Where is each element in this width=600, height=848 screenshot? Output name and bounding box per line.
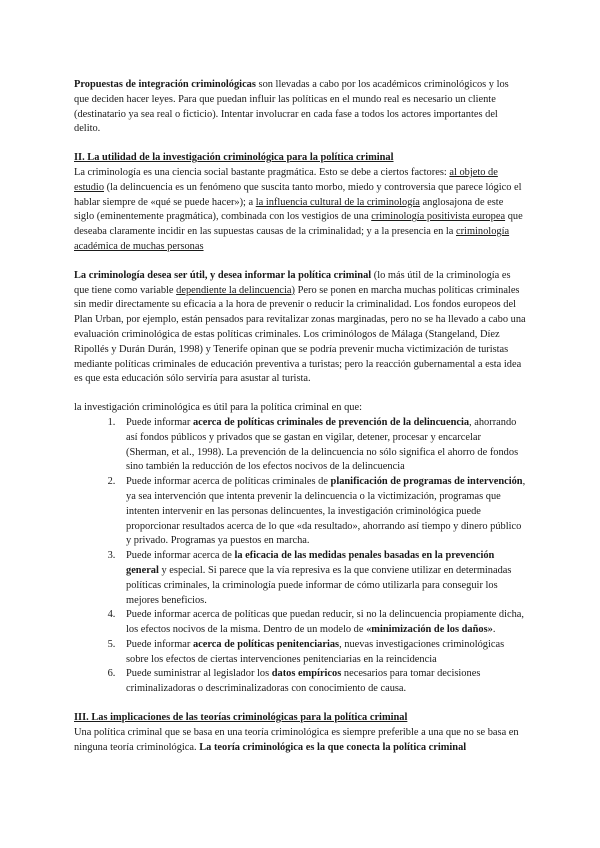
text-run: Puede informar acerca de [126, 550, 235, 562]
list-item [118, 667, 526, 697]
section-2-paragraph-2 [74, 269, 526, 387]
underlined-text: la influencia cultural de la criminología [255, 196, 420, 208]
text-run: La criminología es una ciencia social bastante pragmática. Esto se debe a ciertos factores: [74, 166, 450, 178]
text-run: , ya sea intervención que intenta prevenir la delincuencia o la victimización, programas que intenten intervenir en las personas delincuentes, la investigación criminológica puede proporcionar resultados acerca de lo que «da resultado», ahorrando así tiempo y dinero público y privado. Programas ya puestos en marcha. [126, 476, 526, 547]
document-page [74, 78, 526, 755]
list-intro: la investigación criminológica es útil para la política criminal en que: [74, 402, 362, 414]
intro-paragraph [74, 78, 526, 137]
text-run: Una política criminal que se basa en una teoría criminológica es siempre preferible a una que no se basa en ninguna teoría criminológica. [74, 726, 519, 753]
text-run: anglosajona de este siglo (eminentemente pragmática), combinada con los vestigios de una [74, 196, 504, 223]
intro-bold: Propuestas de integración criminológicas [74, 79, 256, 90]
section-3-paragraph [74, 726, 526, 756]
bold-text: acerca de políticas criminales de prevención de la delincuencia [192, 416, 470, 428]
bold-text: la eficacia de las medidas penales basadas en la prevención general [126, 550, 495, 576]
text-run: Puede informar acerca de políticas que puedan reducir, si no la delincuencia propiamente dicha, los efectos nocivos de la misma. Dentro de un modelo de [126, 609, 525, 636]
intro-text: son llevadas a cabo por los académicos criminológicos y los que deciden hacer leyes. Para que puedan influir las políticas en el mundo real es necesario un cliente (destinatario ya sea real o ficticio). Intentar involucrar en cada fase a todos los actores importantes del delito. [74, 79, 509, 135]
underlined-text: dependiente la delincuencia) [176, 284, 295, 296]
text-run: (la delincuencia es un fenómeno que suscita tanto morbo, miedo y controversia que parece lógico el hablar siempre de «qué se puede hacer»); a [74, 181, 522, 208]
section-2-paragraph-1 [74, 166, 526, 255]
text-run: Puede informar acerca de políticas criminales de [126, 476, 331, 488]
text-run: necesarios para tomar decisiones criminalizadoras o descriminalizadoras con conocimiento de causa. [126, 668, 481, 695]
bold-text: La criminología desea ser útil, y desea informar la política criminal [74, 269, 372, 281]
list-item [118, 638, 526, 668]
underlined-text: al objeto de estudio [74, 166, 498, 193]
underlined-text: criminología positivista europea [371, 211, 506, 223]
text-run: Puede informar [126, 638, 193, 650]
text-run: Puede suministrar al legislador los [126, 668, 272, 680]
bold-text: La teoría criminológica es la que conecta la política criminal [199, 741, 467, 753]
text-run: Pero se ponen en marcha muchas políticas criminales sin medir directamente su eficacia a la hora de prevenir o reducir la criminalidad. Los fondos europeos del Plan Urban, por ejemplo, están pensados para revitalizar zonas marginadas, pero no se ha llevado a cabo una evaluación criminológica de estas políticas criminales. Los criminólogos de Málaga (Stangeland, Díez Ripollés y Durán Durán, 1998) y Tenerife opinan que se podría prevenir mucha victimización de turistas mediante políticas criminales de educación preventiva a turistas; pero la reacción gubernamental a esta idea es que esta educación sólo serviría para asustar al turista. [74, 284, 526, 385]
utility-list [74, 416, 526, 697]
text-run: que deseaba claramente incidir en las supuestas causas de la criminalidad; y a la presencia en la [74, 211, 523, 238]
section-2-heading: II. La utilidad de la investigación criminológica para la política criminal [74, 152, 394, 164]
bold-text: acerca de políticas penitenciarias [192, 638, 340, 650]
list-item [118, 549, 526, 608]
text-run: , ahorrando así fondos públicos y privados que se gastan en vigilar, detener, procesar y encarcelar (Sherman, et al., 1998). La prevención de la delincuencia no sólo significa el ahorro de fondos sino también la reducción de los efectos nocivos de la delincuencia [126, 416, 519, 473]
text-run: Puede informar [126, 416, 193, 428]
bold-text: planificación de programas de intervención [330, 476, 523, 488]
bold-text: datos empíricos [271, 668, 342, 680]
text-run: , nuevas investigaciones criminológicas sobre los efectos de ciertas intervenciones penitenciarias en la reincidencia [126, 638, 505, 665]
text-run: . [492, 624, 496, 636]
list-item [118, 608, 526, 638]
text-run: y especial. Si parece que la vía represiva es la que conviene utilizar en determinadas políticas criminales, la criminología puede informar de cómo utilizarla para conseguir los mejores beneficios. [126, 564, 512, 606]
text-run: (lo más útil de la criminología es que tiene como variable [74, 269, 511, 296]
list-item [118, 416, 526, 475]
underlined-text: criminología académica de muchas personas [74, 226, 510, 252]
bold-text: «minimización de los daños» [366, 624, 493, 636]
list-item [118, 475, 526, 549]
section-3-heading: III. Las implicaciones de las teorías criminológicas para la política criminal [74, 712, 408, 724]
